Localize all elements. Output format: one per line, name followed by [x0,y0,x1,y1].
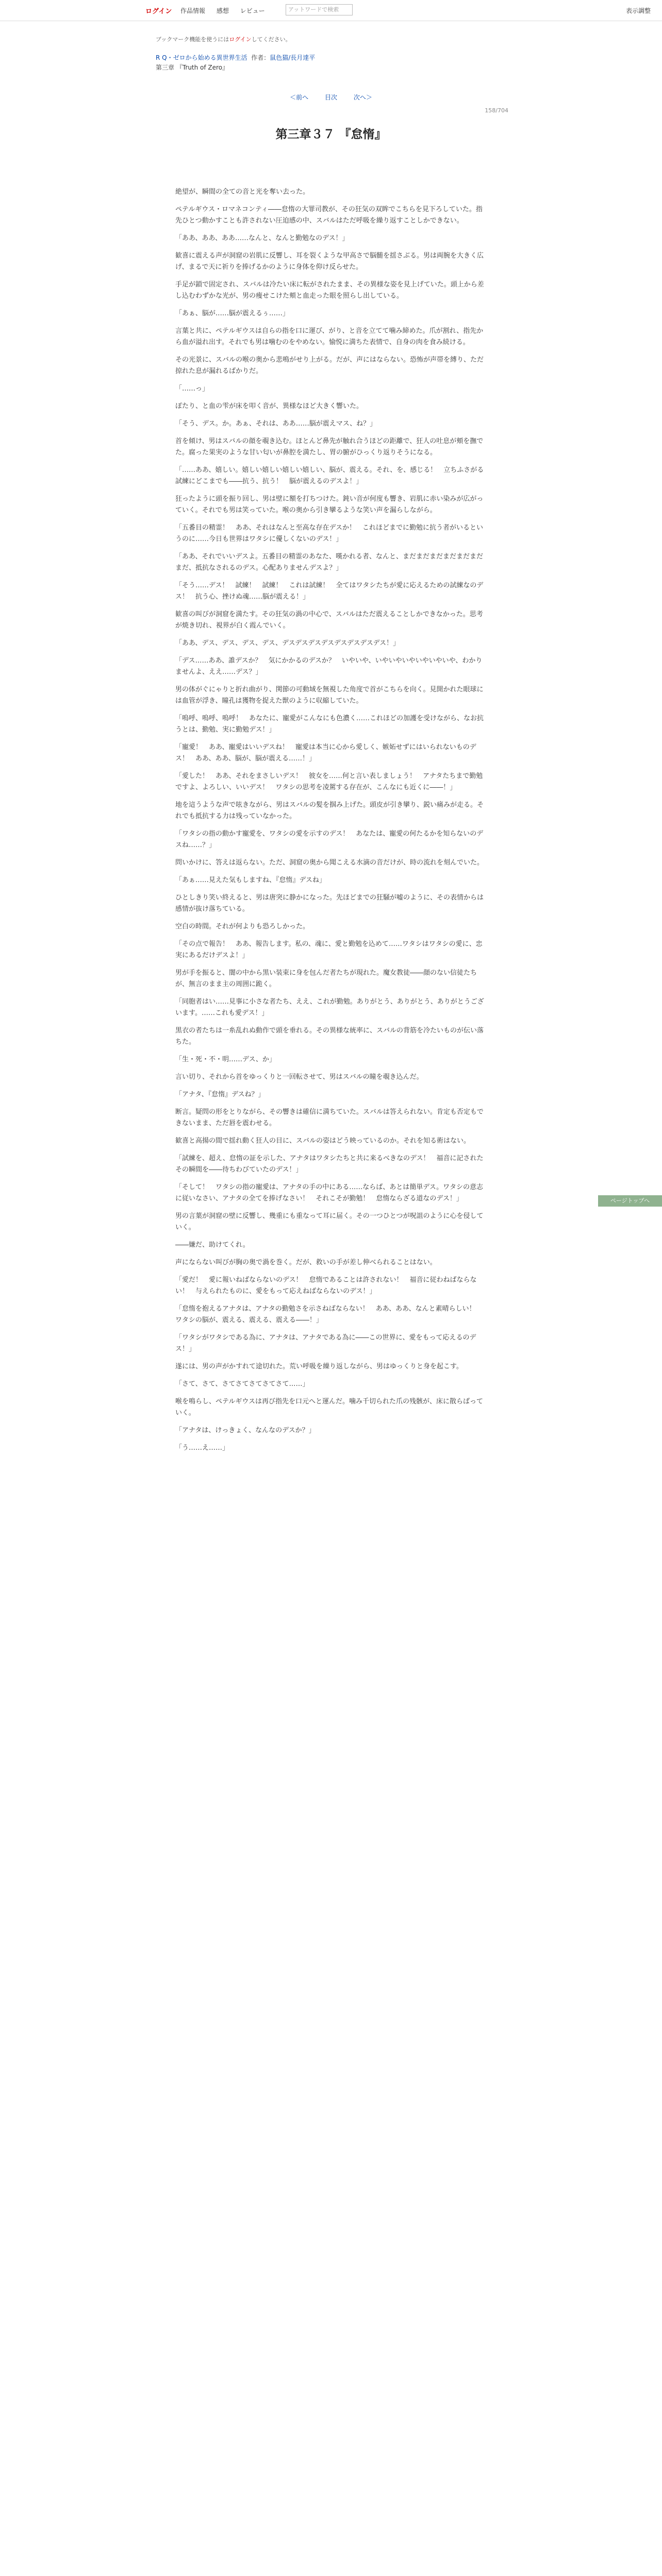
paragraph: ぽたり、と血の雫が床を叩く音が、異様なほど大きく響いた。 [175,402,363,410]
chapter-body [175,187,487,1460]
paragraph: 問いかけに、答えは返らない。ただ、洞窟の奥から聞こえる水滴の音だけが、時の流れを刻んでいた。 [175,859,484,867]
paragraph: 空白の時間。それが何よりも恐ろしかった。 [175,923,310,930]
next-link[interactable]: 次へ＞ [353,94,372,101]
paragraph: 手足が鎖で固定され、スバルは冷たい床に転がされたまま、その異様な姿を見上げていた。頭上から差し込むわずかな光が、男の痩せこけた頬と血走った眼を照らし出している。 [175,281,484,300]
chapter-group: 第三章 『Truth of Zero』 [156,64,229,71]
paragraph: 「あぁ……見えた気もしますね、『怠惰』デスね」 [175,876,326,884]
paragraph: 「怠惰を抱えるアナタは、アナタの勤勉さを示さねばならない！ ああ、ああ、なんと素晴らしい！ ワタシの脳が、震える、震える、震える――！」 [175,1305,483,1324]
nav-item-info[interactable]: 作品情報 [180,7,206,14]
series-info: R Q・ゼロから始める異世界生活 作者：鼠色猫/長月達平 第三章 『Truth of Zero』 [156,53,315,73]
paragraph: 男の体がぐにゃりと折れ曲がり、関節の可動域を無視した角度で首がこちらを向く。見開かれた眼球には血管が浮き、瞳孔は獲物を捉えた獣のように収縮していた。 [175,686,484,705]
display-settings-button[interactable]: 表示調整 [625,7,651,14]
paragraph: 断言。疑問の形をとりながら、その響きは確信に満ちていた。スバルは答えられない。肯定も否定もできないまま、ただ唇を震わせる。 [175,1108,484,1127]
paragraph: 「嗚呼、嗚呼、嗚呼！ あなたに、寵愛がこんなにも色濃く……これほどの加護を受けながら、なお抗うとは、勤勉、実に勤勉デス！」 [175,715,484,734]
paragraph: ひとしきり笑い終えると、男は唐突に静かになった。先ほどまでの狂騒が嘘のように、その表情からは感情が抜け落ちている。 [175,894,484,913]
paragraph: 男が手を振ると、闇の中から黒い装束に身を包んだ者たちが現れた。魔女教徒――顔のない信徒たちが、無言のまま主の周囲に跪く。 [175,969,477,988]
paragraph: 「寵愛！ ああ、寵愛はいいデスね！ 寵愛は本当に心から愛しく、嫉妬せずにはいられないものデス！ ああ、ああ、脳が、脳が震える……！」 [175,743,476,762]
paragraph: 「アナタ、『怠惰』デスね？」 [175,1091,265,1098]
paragraph: 狂ったように頭を振り回し、男は壁に額を打ちつけた。鈍い音が何度も響き、岩肌に赤い染みが広がっていく。それでも男は笑っていた。喉の奥から引き攣るような笑い声を漏らしながら。 [175,495,484,514]
page-top-button[interactable]: ページトップへ [598,1195,662,1207]
top-nav [180,6,274,15]
paragraph: 男の言葉が洞窟の壁に反響し、幾重にも重なって耳に届く。その一つひとつが呪詛のように心を侵していく。 [175,1212,484,1231]
paragraph: その光景に、スバルの喉の奥から悲鳴がせり上がる。だが、声にはならない。恐怖が声帯を縛り、ただ掠れた息が漏れるばかりだ。 [175,356,484,375]
paragraph: 地を這うような声で呟きながら、男はスバルの髪を掴み上げた。頭皮が引き攣り、鋭い痛みが走る。それでも抵抗する力は残っていなかった。 [175,801,484,820]
paragraph: 「ああ、デス、デス、デス、デス、デスデスデスデスデスデスデスデス！」 [175,639,400,647]
chapter-title: 第三章３７ 『怠惰』 [275,127,387,141]
paragraph: 遂には、男の声がかすれて途切れた。荒い呼吸を繰り返しながら、男はゆっくりと身を起こす。 [175,1363,463,1370]
paragraph: 「さて、さて、さてさてさてさてさて……」 [175,1380,309,1388]
paragraph: ペテルギウス・ロマネコンティ――怠惰の大罪司教が、その狂気の双眸でこちらを見下ろしていた。指先ひとつ動かすことも許されない圧迫感の中、スバルはただ呼吸を繰り返すことしかできない。 [175,206,483,225]
pager-top [0,93,662,101]
paragraph: 「愛した！ ああ、それをまさしいデス！ 彼女を……何と言い表しましょう！ アナタたちまで勤勉ですよ、よろしい、いいデス！ ワタシの思考を凌駕する存在が、こんなにも近くに――！」 [175,772,483,791]
paragraph: 歓喜と高揚の間で揺れ動く狂人の目に、スバルの姿はどう映っているのか。それを知る術はない。 [175,1137,471,1145]
bookmark-login-link[interactable]: ログイン [229,36,252,43]
paragraph: 「アナタは、けっきょく、なんなのデスか？」 [175,1427,316,1434]
prev-link[interactable]: ＜前へ [290,94,309,101]
paragraph: 「そして！ ワタシの指の寵愛は、アナタの手の中にある……ならば、あとは簡単デス。ワタシの意志に従いなさい、アナタの全てを捧げなさい！ それこそが勤勉！ 怠惰ならざる道なのデス！」 [175,1183,483,1202]
paragraph: 「……っ」 [175,385,209,393]
paragraph: 「五番目の精霊！ ああ、それはなんと至高な存在デスか！ これほどまでに勤勉に抗う者がいるというのに……今日も世界はワタシに優しくないのデス！」 [175,524,483,543]
page-number: 158/704 [485,107,508,114]
paragraph: ――嫌だ、助けてくれ。 [175,1241,250,1249]
bookmark-note: ブックマーク機能を使うにはログインしてください。 [156,36,291,43]
paragraph: 「その点で報告！ ああ、報告します。私の、魂に、愛と勤勉を込めて……ワタシはワタシの愛に、忠実にあるだけデスよ！」 [175,940,483,959]
paragraph: 「デス……ああ、誰デスか？ 気にかかるのデスか？ いやいや、いやいやいやいやいやいや、わかりませんよ、ええ……デス？」 [175,657,483,676]
paragraph: 「そう、デス。か。あぁ、それは、ああ……脳が震えマス、ね？」 [175,420,377,428]
paragraph: 「ワタシの指の動かす寵愛を、ワタシの愛を示すのデス！ あなたは、寵愛の何たるかを知らないのデスね……？」 [175,830,484,849]
toc-link[interactable]: 目次 [324,94,337,101]
login-link[interactable]: ログイン [145,8,172,15]
paragraph: 「生・死・不・明……デス、か」 [175,1056,276,1063]
paragraph: 黒衣の者たちは一糸乱れぬ動作で頭を垂れる。その異様な統率に、スバルの背筋を冷たいものが伝い落ちた。 [175,1027,484,1046]
paragraph: 絶望が、瞬間の全ての音と光を奪い去った。 [175,188,310,196]
paragraph: 「試練を、超え、怠惰の証を示した、アナタはワタシたちと共に来るべきなのデス！ 福音に記されたその瞬間を――待ちわびていたのデス！」 [175,1155,484,1174]
nav-item-impressions[interactable]: 感想 [216,7,229,14]
paragraph: 歓喜に震える声が洞窟の岩肌に反響し、耳を裂くような甲高さで脳髄を揺さぶる。男は両腕を大きく広げ、まるで天に祈りを捧げるかのように身体を仰け反らせた。 [175,252,484,271]
search-input[interactable]: アットワードで検索 [286,4,353,15]
paragraph: 「ああ、ああ、ああ……なんと、なんと勤勉なのデス！」 [175,234,349,242]
paragraph: 「ああ、それでいいデスよ。五番目の精霊のあなた、嘆かれる者、なんと、まだまだまだまだまだまだまだ、抵抗なされるのデス。心配ありませんデスよ？」 [175,553,483,572]
author-link[interactable]: 鼠色猫/長月達平 [270,54,316,61]
paragraph: 「そう……デス！ 試練！ 試練！ これは試練！ 全てはワタシたちが愛に応えるための試練なのデス！ 抗う心、挫けぬ魂……脳が震える！」 [175,582,484,601]
paragraph: 「あぁ、脳が……脳が震えるぅ……」 [175,310,289,317]
paragraph: 「う……え……」 [175,1444,229,1452]
paragraph: 言い切り、それから首をゆっくりと一回転させて、男はスバルの瞳を覗き込んだ。 [175,1073,423,1081]
paragraph: 言葉と共に、ペテルギウスは自らの指を口に運び、がり、と音を立てて噛み締めた。爪が割れ、指先から血が溢れ出す。それでも男は噛むのをやめない。愉悦に満ちた表情で、自身の肉を食み続ける。 [175,327,484,346]
nav-item-review[interactable]: レビュー [240,7,265,14]
paragraph: 歓喜の叫びが洞窟を満たす。その狂気の渦の中心で、スバルはただ震えることしかできなかった。思考が焼き切れ、視界が白く霞んでいく。 [175,611,483,630]
paragraph: 「ワタシがワタシである為に、アナタは、アナタである為に――この世界に、愛をもって応えるのデス！」 [175,1334,476,1353]
paragraph: 「……ああ、嬉しい。嬉しい嬉しい嬉しい嬉しい、脳が、震える。それ、を、感じる！ 立ちふさがる試練にどこまでも――抗う、抗う！ 脳が震えるのデスよ！」 [175,466,484,485]
paragraph: 「同胞者はい……見事に小さな者たち、ええ、これが勤勉。ありがとう、ありがとう、ありがとうございます。……これも愛デス！」 [175,998,484,1017]
series-title-link[interactable]: R Q・ゼロから始める異世界生活 [156,54,247,61]
paragraph: 喉を鳴らし、ペテルギウスは再び指先を口元へと運んだ。噛み千切られた爪の残骸が、床に散らばっていく。 [175,1398,483,1417]
paragraph: 首を傾け、男はスバルの顔を覗き込む。ほとんど鼻先が触れ合うほどの距離で、狂人の吐息が頬を撫でた。腐った果実のような甘い匂いが鼻腔を満たし、胃の腑がひっくり返りそうになる。 [175,437,484,456]
paragraph: 「愛だ！ 愛に報いねばならないのデス！ 怠惰であることは許されない！ 福音に従わねばならない！ 与えられたものに、愛をもって応えねばならないのデス！」 [175,1276,477,1295]
paragraph: 声にならない叫びが胸の奥で渦を巻く。だが、救いの手が差し伸べられることはない。 [175,1259,437,1266]
top-bar [0,0,662,21]
